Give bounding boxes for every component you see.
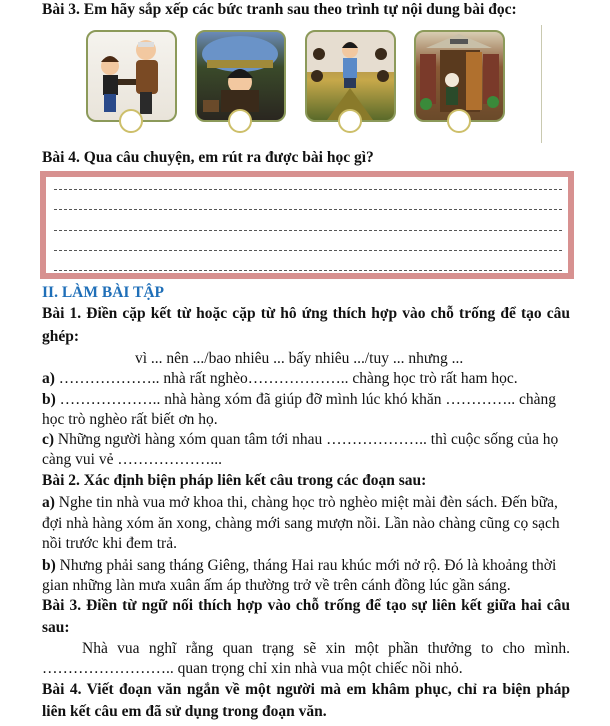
item-label: b): [42, 557, 56, 574]
ex2-item-a: [42, 493, 570, 513]
illustration-icon: [416, 32, 503, 120]
ex3-title-line1: Bài 3. Điền từ ngữ nối thích hợp vào chỗ trống để tạo sự liên kết giữa hai câu: [42, 597, 570, 614]
ex1-title-line1: Bài 1. Điền cặp kết từ hoặc cặp từ hô ứng thích hợp vào chỗ trống để tạo câu: [42, 305, 570, 322]
item-label: a): [42, 370, 55, 387]
answer-box[interactable]: [40, 171, 574, 279]
ex3-sentence-1: Nhà vua nghĩ rằng quan trạng sẽ xin một phần thưởng to cho mình.: [82, 640, 570, 657]
order-circle-4[interactable]: [447, 109, 471, 133]
ex2-item-a-line2: đợi nhà hàng xóm ăn xong, chàng mới sang mượn nồi. Lần nào chàng cũng cọ sạch: [42, 515, 560, 532]
ex1-item-b-cont: học trò nghèo rất biết ơn họ.: [42, 411, 218, 428]
divider: [541, 25, 542, 143]
exercise-3-title: Bài 3. Em hãy sắp xếp các bức tranh sau theo trình tự nội dung bài đọc:: [42, 1, 517, 18]
item-label: c): [42, 431, 55, 448]
item-text: Những người hàng xóm quan tâm tới nhau ……………….. thì cuộc sống của họ: [54, 431, 559, 448]
ex2-title: Bài 2. Xác định biện pháp liên kết câu trong các đoạn sau:: [42, 472, 427, 489]
item-label: b): [42, 391, 56, 408]
ex2-item-a-line3: nồi trước khi đem trả.: [42, 535, 177, 552]
ex1-item-a: [42, 369, 570, 389]
illustration-icon: [307, 32, 394, 120]
ex1-options: vì ... nên .../bao nhiêu ... bấy nhiêu .../tuy ... nhưng ...: [135, 350, 464, 367]
item-text: Nhưng phải sang tháng Giêng, tháng Hai rau khúc mới nở rộ. Đó là khoảng thời: [55, 557, 557, 574]
ex4-title-line1: Bài 4. Viết đoạn văn ngắn về một người mà em khâm phục, chỉ ra biện pháp: [42, 681, 570, 698]
ex1-item-c-cont: càng vui vẻ ………………...: [42, 451, 222, 468]
ex1-title-line2: ghép:: [42, 328, 80, 345]
answer-line-4[interactable]: [54, 250, 562, 251]
item-text: Nghe tin nhà vua mở khoa thi, chàng học trò nghèo miệt mài đèn sách. Đến bữa,: [54, 494, 558, 511]
item-text: ……………….. nhà hàng xóm đã giúp đỡ mình lúc khó khăn ………….. chàng: [55, 391, 557, 408]
item-label: a): [42, 494, 55, 511]
ex3-sentence-2: …………………….. quan trọng chỉ xin nhà vua một chiếc nồi nhỏ.: [42, 660, 463, 677]
order-circle-1[interactable]: [119, 109, 143, 133]
answer-line-1[interactable]: [54, 189, 562, 190]
ex2-item-b: [42, 556, 570, 576]
order-circle-3[interactable]: [338, 109, 362, 133]
answer-line-2[interactable]: [54, 209, 562, 210]
exercise-4-title: Bài 4. Qua câu chuyện, em rút ra được bài học gì?: [42, 149, 374, 166]
answer-line-5[interactable]: [54, 270, 562, 271]
ex2-item-b-line2: gian những làn mưa xuân ấm áp thường trở về trên cánh đồng lúc gần sáng.: [42, 577, 511, 594]
picture-strip: [82, 25, 560, 143]
answer-line-3[interactable]: [54, 230, 562, 231]
section-heading: II. LÀM BÀI TẬP: [42, 284, 165, 301]
ex3-title-line2: sau:: [42, 619, 70, 636]
illustration-icon: [88, 32, 175, 120]
item-text: ……………….. nhà rất nghèo……………….. chàng học trò rất ham học.: [54, 370, 518, 387]
ex4-title-line2: liên kết câu em đã sử dụng trong đoạn văn.: [42, 703, 327, 720]
order-circle-2[interactable]: [228, 109, 252, 133]
ex1-item-c: [42, 430, 570, 450]
ex1-item-b: [42, 390, 570, 410]
illustration-icon: [197, 32, 284, 120]
